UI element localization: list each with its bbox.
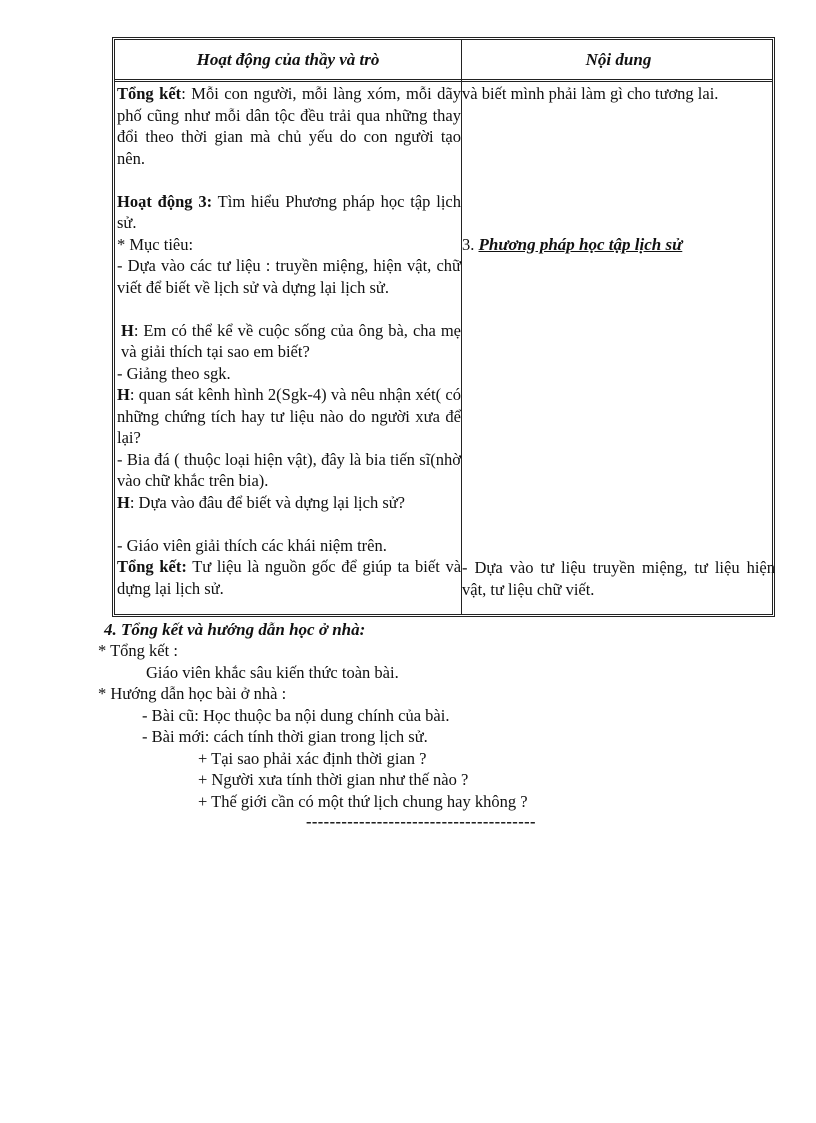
tongket-sub-text: Giáo viên khắc sâu kiến thức toàn bài.	[146, 663, 399, 682]
conclusion	[117, 556, 461, 599]
question-item-1: + Tại sao phải xác định thời gian ?	[198, 749, 427, 768]
header-right: Nội dung	[585, 50, 652, 69]
question-1	[117, 320, 461, 363]
section-3-number: 3.	[462, 234, 479, 254]
lesson-table	[112, 37, 775, 617]
sources-content: - Dựa vào tư liệu truyền miệng, tư liệu hiện vật, tư liệu chữ viết.	[462, 558, 775, 599]
question-3	[117, 492, 461, 514]
activity-3	[117, 191, 461, 234]
summary-heading: 4. Tổng kết và hướng dẫn học ở nhà:	[104, 620, 366, 639]
conclusion-text: Tư liệu là nguồn gốc để giúp ta biết và dựng lại lịch sử.	[117, 557, 462, 598]
question-2-label: H	[117, 385, 130, 404]
content-continuation: và biết mình phải làm gì cho tương lai.	[462, 84, 719, 103]
tongket-label: Tổng kết	[117, 84, 182, 103]
lecture-note: - Giảng theo sgk.	[117, 363, 231, 383]
question-item-3: + Thế giới cần có một thứ lịch chung hay không ?	[198, 792, 528, 811]
old-lesson: - Bài cũ: Học thuộc ba nội dung chính của bài.	[142, 706, 450, 725]
teacher-explain: - Giáo viên giải thích các khái niệm trên.	[117, 535, 387, 555]
right-column	[462, 83, 775, 600]
end-divider: ---------------------------------------	[306, 812, 536, 831]
activity-3-label: Hoạt động 3:	[117, 191, 213, 211]
question-3-text: : Dựa vào đâu để biết và dựng lại lịch sử?	[129, 492, 406, 512]
question-2	[117, 384, 461, 449]
activity-3-text: Tìm hiểu Phương pháp học tập lịch sử.	[117, 191, 461, 232]
left-column	[117, 83, 461, 599]
section-3-heading	[462, 234, 775, 256]
tongket-sub-label: * Tổng kết :	[98, 641, 178, 660]
objective-label: * Mục tiêu:	[117, 234, 194, 254]
question-3-label: H	[117, 492, 130, 512]
homework-label: * Hướng dẫn học bài ở nhà :	[98, 684, 287, 703]
objective-text: - Dựa vào các tư liệu : truyền miệng, hiện vật, chữ viết để biết về lịch sử và dựng lại lịch sử.	[117, 256, 461, 297]
section-3-title: Phương pháp học tập lịch sử	[478, 234, 683, 254]
question-1-label: H	[121, 320, 134, 340]
header-left: Hoạt động của thầy và trò	[196, 50, 380, 69]
tongket-paragraph	[117, 83, 461, 169]
new-lesson: - Bài mới: cách tính thời gian trong lịch sử.	[142, 727, 428, 746]
conclusion-label: Tổng kết:	[117, 557, 187, 576]
question-item-2: + Người xưa tính thời gian như thế nào ?	[198, 770, 469, 789]
question-2-text: : quan sát kênh hình 2(Sgk-4) và nêu nhận xét( có những chứng tích hay tư liệu nào do người xưa để lại?	[117, 385, 461, 447]
stele-note: - Bia đá ( thuộc loại hiện vật), đây là bia tiến sĩ(nhờ vào chữ khắc trên bia).	[117, 449, 461, 490]
tongket-text: : Mỗi con người, mỗi làng xóm, mỗi dãy phố cũng như mỗi dân tộc đều trải qua những thay đổi theo thời gian mà chủ yếu do con người tạo nên.	[117, 84, 461, 168]
question-1-text: : Em có thể kể về cuộc sống của ông bà, cha mẹ và giải thích tại sao em biết?	[121, 320, 461, 361]
